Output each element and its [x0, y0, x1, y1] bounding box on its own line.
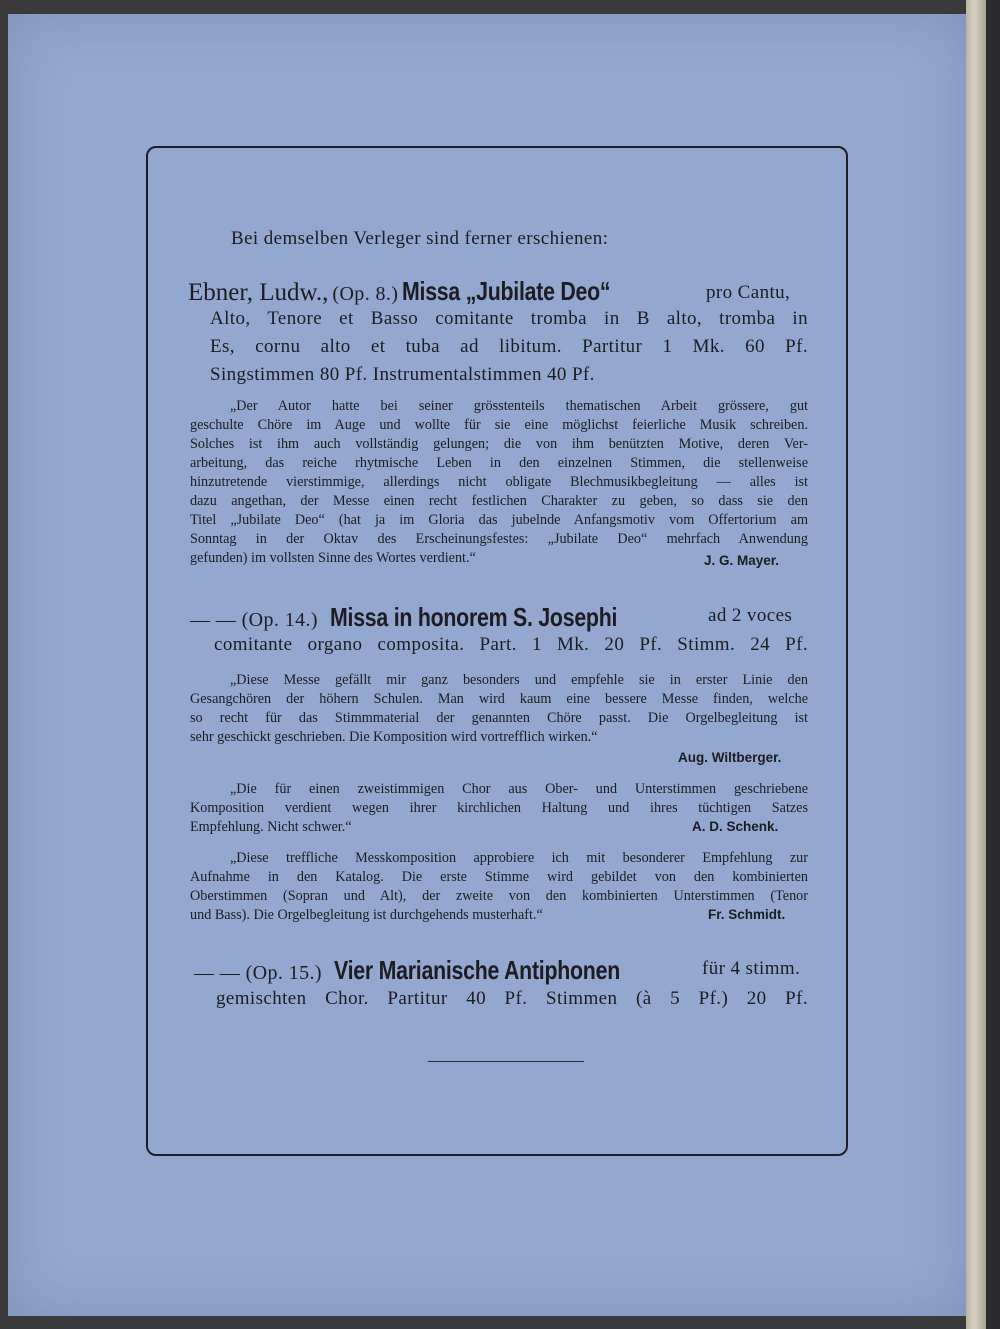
entry-1-line-2: Alto, Tenore et Basso comitante tromba in B alto, tromba in — [210, 308, 808, 329]
entry-1-author: Ebner, Ludw., — [188, 279, 329, 306]
review-1-line: „Der Autor hatte bei seiner grösstenteils thematischen Arbeit grössere, gut — [230, 398, 808, 414]
review-2-signature: Aug. Wiltberger. — [678, 750, 782, 765]
review-2-line: so recht für das Stimmmaterial der genannten Chöre passt. Die Orgelbegleitung ist — [190, 710, 808, 726]
review-1-line: Titel „Jubilate Deo“ (hat ja im Gloria das jubelnde Anfangsmotiv vom Offertorium am — [190, 512, 808, 528]
closing-rule — [428, 1061, 584, 1062]
review-1-line: Sonntag in der Oktav des Erscheinungsfestes: „Jubilate Deo“ mehrfach Anwendung — [190, 531, 808, 547]
review-4-line: „Diese treffliche Messkomposition approbiere ich mit besonderer Empfehlung zur — [230, 850, 808, 866]
review-1-signature: J. G. Mayer. — [704, 553, 780, 568]
review-3-line: Empfehlung. Nicht schwer.“ — [190, 819, 352, 835]
entry-1-line-4: Singstimmen 80 Pf. Instrumentalstimmen 40 Pf. — [210, 364, 595, 385]
review-1-line: arbeitung, das reiche rhytmische Leben in den einzelnen Stimmen, die stellenweise — [190, 455, 808, 471]
entry-2-title: Missa in honorem S. Josephi — [329, 602, 618, 632]
review-1-line: dazu angethan, der Messe einen recht festlichen Charakter zu geben, so dass sie den — [190, 493, 808, 509]
entry-2-line-1 — [190, 602, 680, 633]
entry-3-line-2: gemischten Chor. Partitur 40 Pf. Stimmen (à 5 Pf.) 20 Pf. — [216, 988, 808, 1009]
entry-2-line-2: comitante organo composita. Part. 1 Mk. 20 Pf. Stimm. 24 Pf. — [214, 634, 808, 655]
review-4-line: Aufnahme in den Katalog. Die erste Stimme wird gebildet von den kombinierten — [190, 869, 808, 885]
entry-3-line-1 — [194, 955, 683, 986]
entry-3-line-1-tail: für 4 stimm. — [702, 958, 801, 979]
dark-margin — [986, 0, 1000, 1329]
publisher-header: Bei demselben Verleger sind ferner erschienen: — [231, 228, 609, 249]
entry-1-line-3: Es, cornu alto et tuba ad libitum. Partitur 1 Mk. 60 Pf. — [210, 336, 808, 357]
entry-1-title: Missa „Jubilate Deo“ — [402, 276, 611, 306]
review-3-line: Komposition verdient wegen ihrer kirchlichen Haltung und ihres tüchtigen Satzes — [190, 800, 808, 816]
review-3-line: „Die für einen zweistimmigen Chor aus Ober- und Unterstimmen geschriebene — [230, 781, 808, 797]
entry-3-prefix: — — (Op. 15.) — [194, 962, 322, 984]
review-1-line: geschulte Chöre im Auge und wollte für sie eine möglichst feierliche Musik schreiben. — [190, 417, 808, 433]
entry-3-title: Vier Marianische Antiphonen — [333, 955, 620, 985]
review-2-line: „Diese Messe gefällt mir ganz besonders und empfehle sie in erster Linie den — [230, 672, 808, 688]
book-spine-edge — [966, 0, 986, 1329]
review-1-line: gefunden) im vollsten Sinne des Wortes verdient.“ — [190, 550, 476, 566]
entry-1-line-1 — [188, 276, 662, 307]
entry-2-line-1-tail: ad 2 voces — [708, 605, 793, 626]
review-1-line: Solches ist ihm auch vollständig gelungen; die von ihm benützten Motive, deren Ver- — [190, 436, 808, 452]
review-2-line: sehr geschickt geschrieben. Die Komposition wird vortrefflich wirken.“ — [190, 729, 598, 745]
entry-1-line-1-tail: pro Cantu, — [706, 282, 791, 303]
review-1-line: hinzutretende vierstimmige, allerdings nicht obligate Blechmusikbegleitung — alles ist — [190, 474, 808, 490]
review-4-line: und Bass). Die Orgelbegleitung ist durchgehends musterhaft.“ — [190, 907, 543, 923]
review-4-line: Oberstimmen (Sopran und Alt), der zweite von den kombinierten Unterstimmen (Tenor — [190, 888, 808, 904]
entry-1-opus: (Op. 8.) — [332, 283, 399, 305]
entry-2-prefix: — — (Op. 14.) — [190, 609, 318, 631]
review-3-signature: A. D. Schenk. — [692, 819, 779, 834]
review-4-signature: Fr. Schmidt. — [708, 907, 786, 922]
review-2-line: Gesangchören der höhern Schulen. Man wird kaum eine bessere Messe finden, welche — [190, 691, 808, 707]
